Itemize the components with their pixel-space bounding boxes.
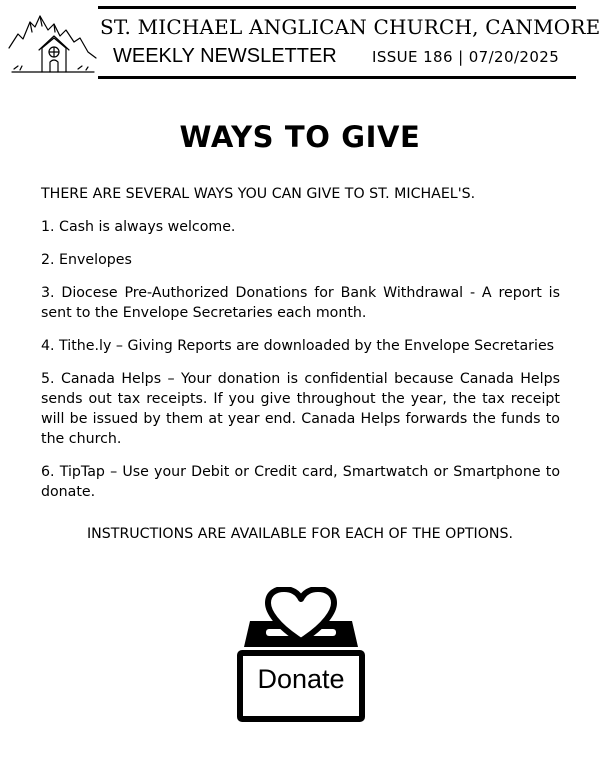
option-item: 6. TipTap – Use your Debit or Credit card, Smartwatch or Smartphone to donate. [41, 464, 560, 500]
giving-options [41, 184, 560, 515]
church-logo [8, 8, 98, 76]
newsletter-title: WEEKLY NEWSLETTER [113, 45, 337, 67]
header-rule-top [98, 6, 576, 9]
header-rule-bottom [98, 76, 576, 79]
intro-text: THERE ARE SEVERAL WAYS YOU CAN GIVE TO ST. MICHAEL'S. [41, 186, 476, 202]
issue-date: ISSUE 186 | 07/20/2025 [372, 48, 560, 66]
option-item: 5. Canada Helps – Your donation is confidential because Canada Helps sends out tax receipts. If you give throughout the year, the tax receipt will be issued by them at year end. Canada Helps forwards the funds to the church. [41, 371, 560, 447]
option-item: 3. Diocese Pre-Authorized Donations for Bank Withdrawal - A report is sent to the Envelope Secretaries each month. [41, 285, 560, 321]
instructions-note: INSTRUCTIONS ARE AVAILABLE FOR EACH OF THE OPTIONS. [86, 526, 514, 542]
option-item: 4. Tithe.ly – Giving Reports are downloaded by the Envelope Secretaries [41, 338, 555, 354]
option-item: 1. Cash is always welcome. [41, 219, 236, 235]
option-item: 2. Envelopes [41, 252, 132, 268]
donation-box-heart-icon [236, 587, 366, 722]
donate-label: Donate [257, 664, 345, 694]
church-name: ST. MICHAEL ANGLICAN CHURCH, CANMORE [100, 15, 600, 39]
page-title: WAYS TO GIVE [179, 120, 421, 154]
